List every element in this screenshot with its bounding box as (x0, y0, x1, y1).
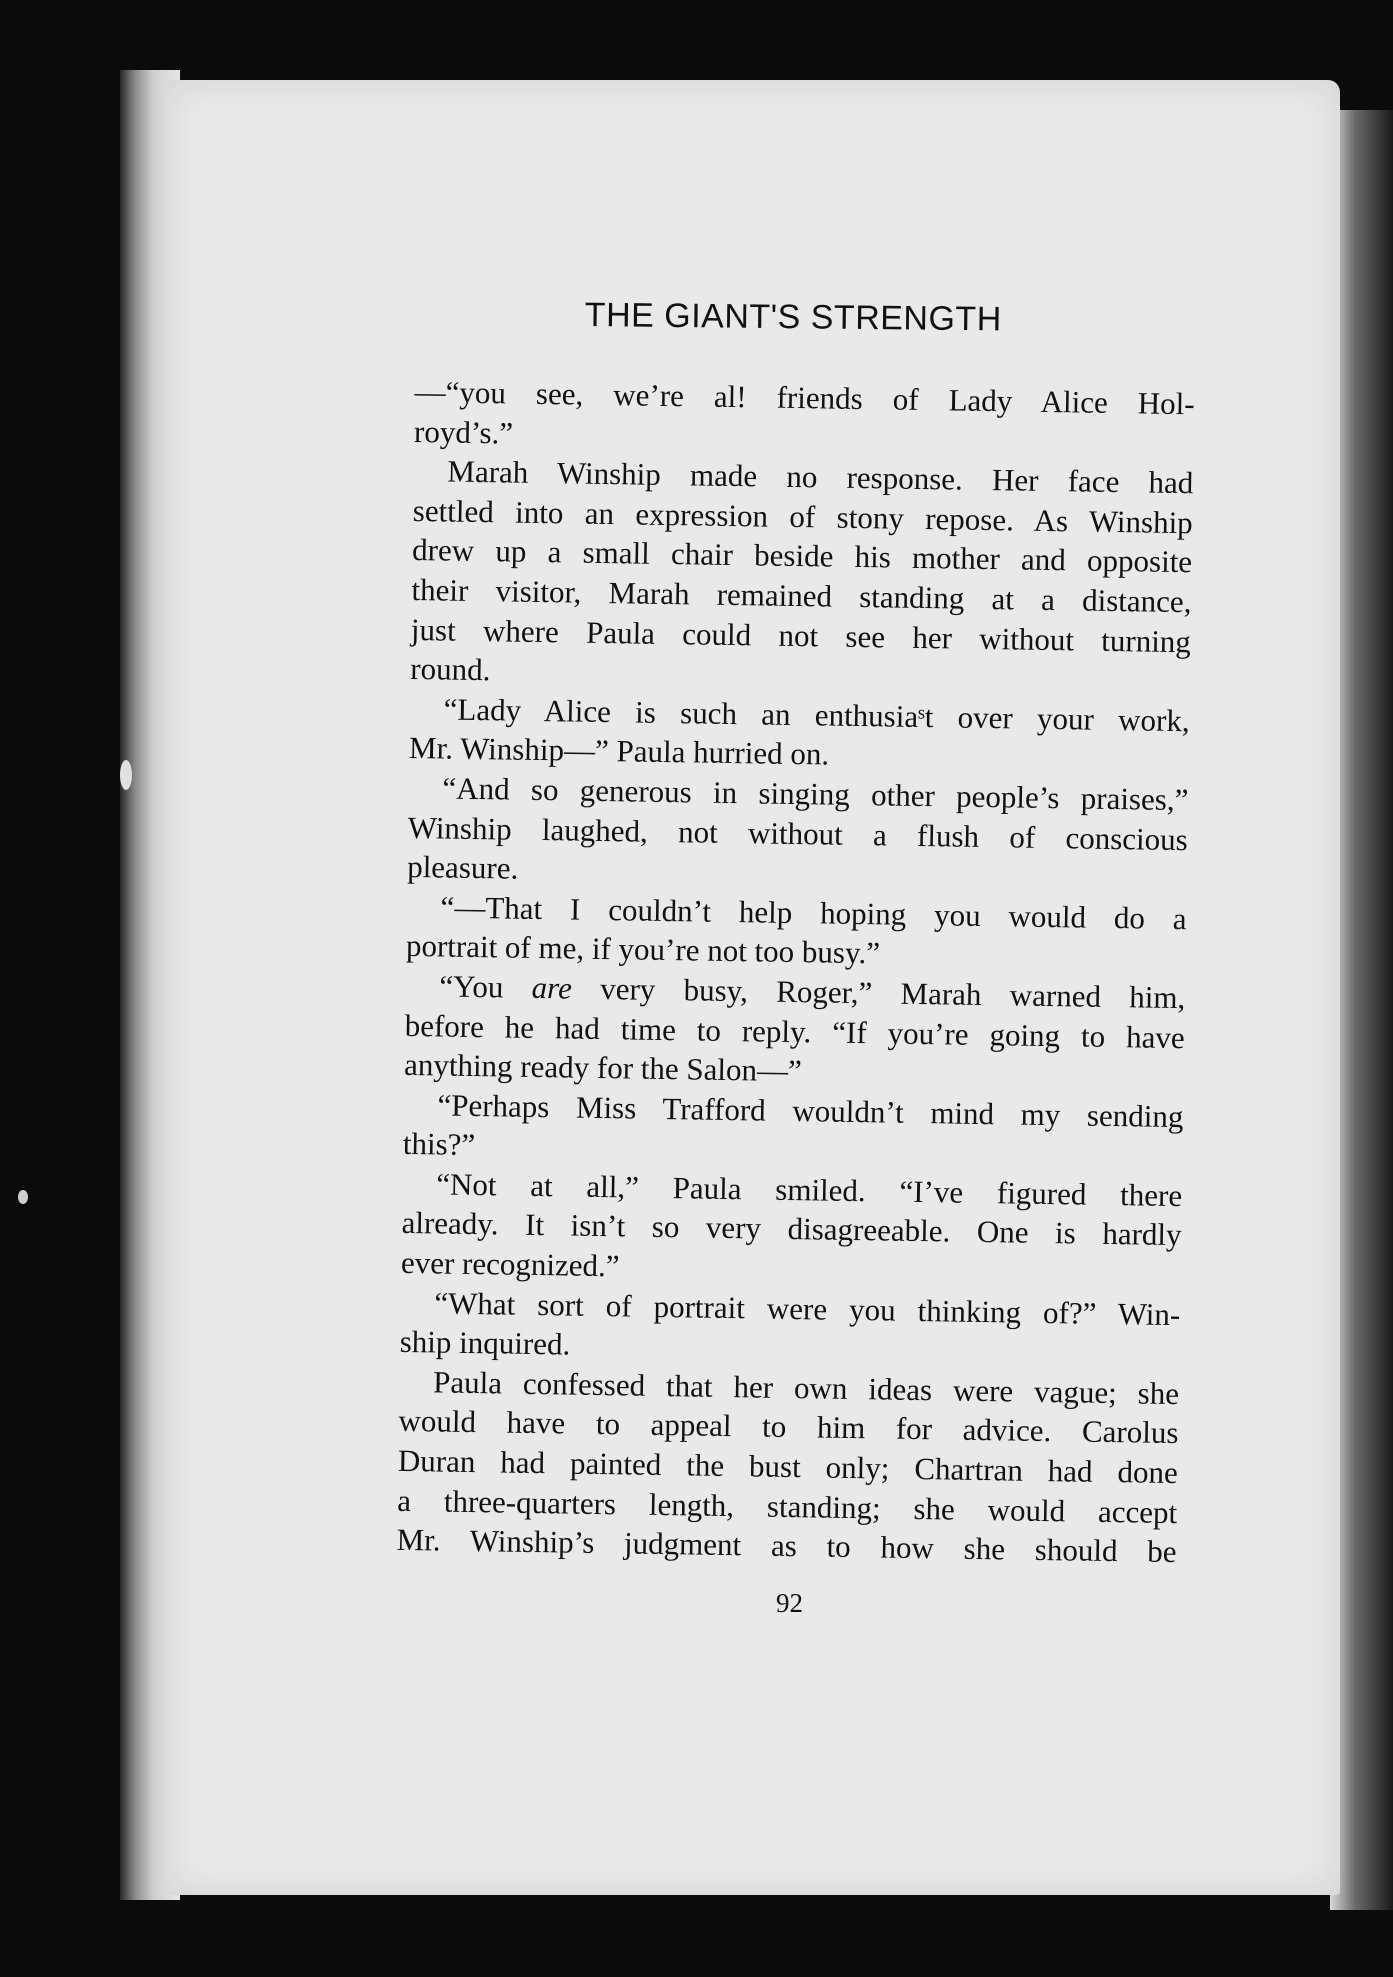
text-line: royd’s.” (413, 413, 514, 451)
italic-word: are (531, 969, 573, 1006)
text-line: a three-quarters length, standing; she would accept (397, 1482, 1178, 1530)
text-line: ship inquired. (399, 1324, 571, 1362)
running-head: THE GIANT'S STRENGTH (584, 296, 1002, 339)
text-line: just where Paula could not see her without turning (410, 611, 1192, 659)
text-line: drew up a small chair beside his mother and opposite (411, 532, 1193, 580)
text-line: round. (410, 651, 491, 688)
text-line: Paula confessed that her own ideas were vague; she (432, 1364, 1180, 1411)
text-line: this?” (402, 1126, 476, 1163)
text-line: Winship laughed, not without a flush of conscious (407, 809, 1189, 857)
text-line: Marah Winship made no response. Her face had (447, 453, 1194, 501)
text-line: Mr. Winship’s judgment as to how she should be (396, 1522, 1177, 1570)
text-line: before he had time to reply. “If you’re going to have (404, 1007, 1185, 1055)
scan-speck (120, 760, 132, 790)
text-line: Mr. Winship—” Paula hurried on. (408, 730, 830, 772)
text-line: settled into an expression of stony repose. As Winship (412, 492, 1194, 541)
text-line: “Lady Alice is such an enthusiaˢt over your work, (443, 691, 1190, 738)
text-line: anything ready for the Salon—” (403, 1047, 803, 1089)
text-line: portrait of me, if you’re not too busy.” (405, 928, 881, 971)
text-fragment: very busy, Roger,” Marah warned him, (599, 970, 1186, 1016)
text-line: their visitor, Marah remained standing at a distance, (411, 571, 1192, 620)
text-line: would have to appeal to him for advice. Carolus (398, 1403, 1179, 1451)
text-line: “What sort of portrait were you thinking of?” Win- (434, 1285, 1181, 1332)
scan-speck (18, 1190, 28, 1204)
text-line: ever recognized.” (400, 1244, 620, 1284)
body-text (396, 372, 1195, 1572)
page-number: 92 (776, 1588, 803, 1618)
text-line: “And so generous in singing other people’s praises,” (442, 770, 1189, 818)
text-fragment: “You (439, 968, 504, 1005)
text-line: “—That I couldn’t help hoping you would do a (440, 889, 1187, 936)
text-line: pleasure. (406, 849, 519, 886)
text-line: “Not at all,” Paula smiled. “I’ve figured there (435, 1166, 1183, 1214)
text-line: already. It isn’t so very disagreeable. One is hardly (401, 1205, 1182, 1253)
text-line: —“you see, we’re al! friends of Lady Alice Hol- (414, 373, 1195, 422)
text-line: Duran had painted the bust only; Chartran had done (397, 1442, 1179, 1491)
text-line: “Perhaps Miss Trafford wouldn’t mind my sending (437, 1087, 1184, 1134)
